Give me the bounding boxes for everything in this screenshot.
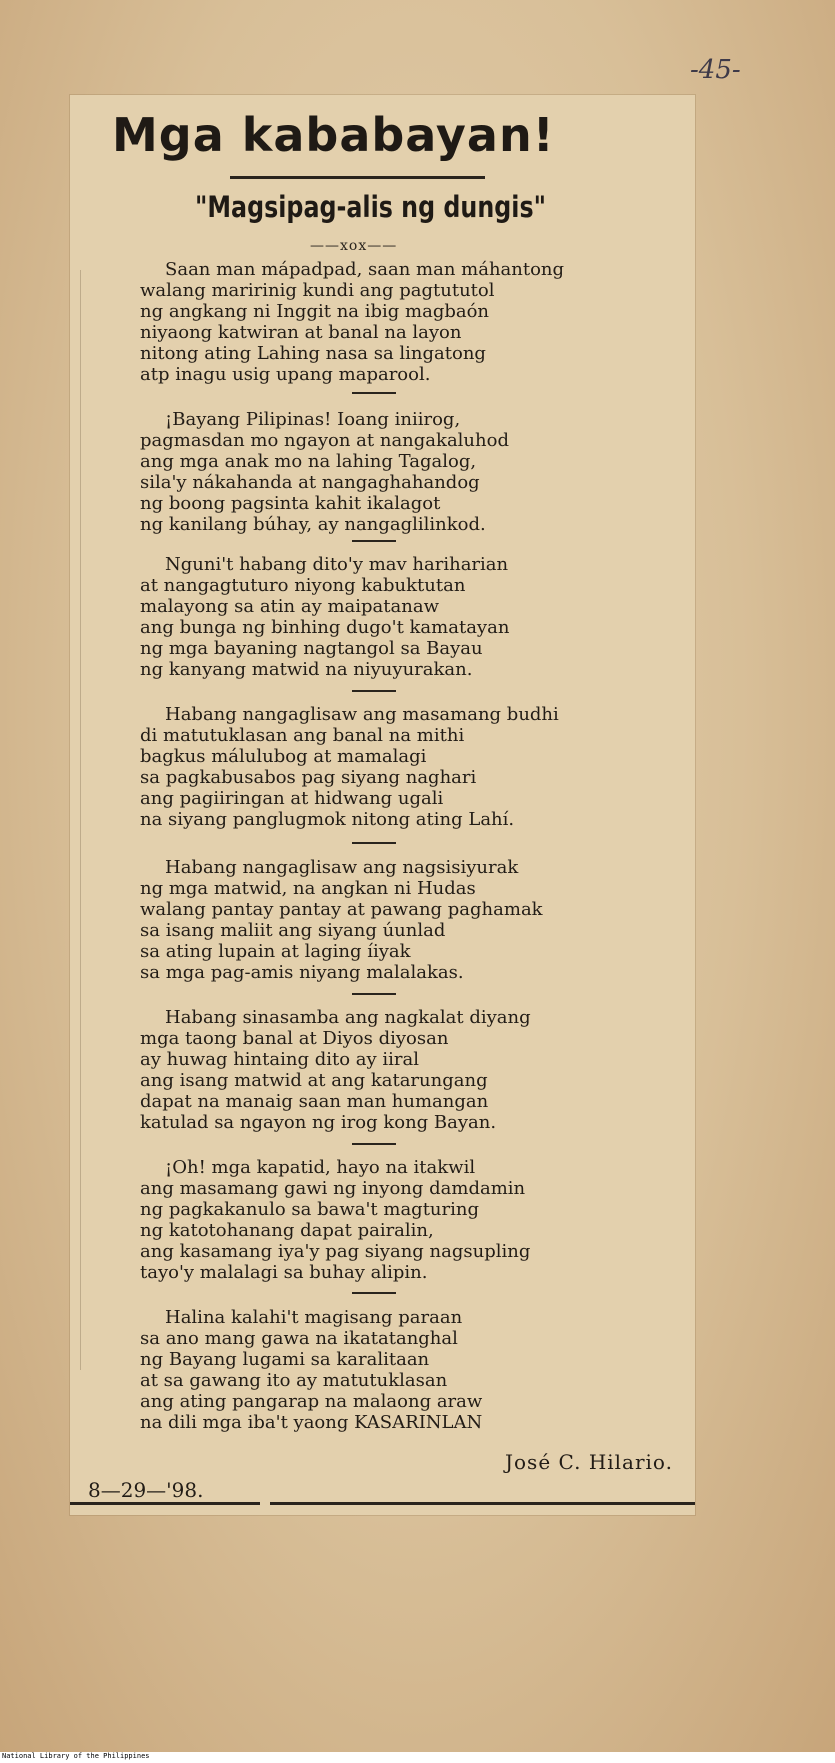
poem-line: ang masamang gawi ng inyong damdamin bbox=[140, 1178, 526, 1199]
poem-line: ay huwag hintaing dito ay iiral bbox=[140, 1049, 419, 1070]
author-signature: José C. Hilario. bbox=[505, 1450, 673, 1474]
poem-line: walang maririnig kundi ang pagtututol bbox=[140, 280, 495, 301]
poem-line: sila'y nákahanda at nangaghahandog bbox=[140, 472, 480, 493]
poem-line: Habang sinasamba ang nagkalat diyang bbox=[165, 1007, 531, 1028]
poem-line: ng boong pagsinta kahit ikalagot bbox=[140, 493, 441, 514]
bottom-rule-right bbox=[270, 1502, 695, 1505]
poem-line: walang pantay pantay at pawang paghamak bbox=[140, 899, 543, 920]
poem-line: ng Bayang lugami sa karalitaan bbox=[140, 1349, 430, 1370]
poem-line: ng pagkakanulo sa bawa't magturing bbox=[140, 1199, 480, 1220]
stanza-divider bbox=[352, 690, 396, 692]
stanza-divider bbox=[352, 540, 396, 542]
poem-line: na dili mga iba't yaong KASARINLAN bbox=[140, 1412, 483, 1433]
poem-title: "Magsipag-alis ng dungis" bbox=[195, 190, 547, 224]
poem-line: nitong ating Lahing nasa sa lingatong bbox=[140, 343, 486, 364]
poem-line: atp inagu usig upang maparool. bbox=[140, 364, 431, 385]
poem-line: tayo'y malalagi sa buhay alipin. bbox=[140, 1262, 428, 1283]
page-number: -45- bbox=[690, 55, 741, 85]
ornament-separator: ——xox—— bbox=[310, 238, 398, 254]
poem-line: ang mga anak mo na lahing Tagalog, bbox=[140, 451, 477, 472]
stanza-divider bbox=[352, 1292, 396, 1294]
poem-line: Nguni't habang dito'y mav hariharian bbox=[165, 554, 509, 575]
stanza-divider bbox=[352, 1143, 396, 1145]
headline-rule bbox=[230, 176, 485, 179]
stanza-divider bbox=[352, 842, 396, 844]
stanza-divider bbox=[352, 392, 396, 394]
poem-line: at nangagtuturo niyong kabuktutan bbox=[140, 575, 466, 596]
stanza-divider bbox=[352, 993, 396, 995]
poem-line: Habang nangaglisaw ang masamang budhi bbox=[165, 704, 559, 725]
publication-date: 8—29—'98. bbox=[88, 1478, 204, 1502]
footer-credit: National Library of the Philippines bbox=[2, 1752, 150, 1760]
poem-line: Halina kalahi't magisang paraan bbox=[165, 1307, 463, 1328]
headline: Mga kababayan! bbox=[112, 108, 555, 162]
poem-line: di matutuklasan ang banal na mithi bbox=[140, 725, 465, 746]
poem-line: dapat na manaig saan man humangan bbox=[140, 1091, 489, 1112]
poem-line: sa isang maliit ang siyang úunlad bbox=[140, 920, 446, 941]
poem-line: ang bunga ng binhing dugo't kamatayan bbox=[140, 617, 510, 638]
poem-line: mga taong banal at Diyos diyosan bbox=[140, 1028, 449, 1049]
margin-line bbox=[80, 270, 81, 1370]
poem-line: ng kanilang búhay, ay nangaglilinkod. bbox=[140, 514, 486, 535]
poem-line: ng katotohanang dapat pairalin, bbox=[140, 1220, 434, 1241]
poem-line: niyaong katwiran at banal na layon bbox=[140, 322, 462, 343]
poem-line: sa mga pag-amis niyang malalakas. bbox=[140, 962, 464, 983]
poem-line: pagmasdan mo ngayon at nangakaluhod bbox=[140, 430, 509, 451]
poem-line: ng kanyang matwid na niyuyurakan. bbox=[140, 659, 473, 680]
poem-line: ¡Bayang Pilipinas! Ioang iniirog, bbox=[165, 409, 461, 430]
poem-line: katulad sa ngayon ng irog kong Bayan. bbox=[140, 1112, 497, 1133]
poem-line: bagkus málulubog at mamalagi bbox=[140, 746, 427, 767]
poem-line: Habang nangaglisaw ang nagsisiyurak bbox=[165, 857, 519, 878]
poem-line: ang pagiiringan at hidwang ugali bbox=[140, 788, 444, 809]
poem-line: ang ating pangarap na malaong araw bbox=[140, 1391, 483, 1412]
poem-line: ang kasamang iya'y pag siyang nagsupling bbox=[140, 1241, 531, 1262]
poem-line: sa ano mang gawa na ikatatanghal bbox=[140, 1328, 458, 1349]
poem-line: ng mga bayaning nagtangol sa Bayau bbox=[140, 638, 483, 659]
poem-line: malayong sa atin ay maipatanaw bbox=[140, 596, 439, 617]
bottom-rule-left bbox=[70, 1502, 260, 1505]
poem-line: ¡Oh! mga kapatid, hayo na itakwil bbox=[165, 1157, 476, 1178]
poem-line: na siyang panglugmok nitong ating Lahí. bbox=[140, 809, 515, 830]
poem-line: sa pagkabusabos pag siyang naghari bbox=[140, 767, 477, 788]
poem-line: Saan man mápadpad, saan man máhantong bbox=[165, 259, 565, 280]
poem-line: sa ating lupain at laging íiyak bbox=[140, 941, 411, 962]
poem-line: at sa gawang ito ay matutuklasan bbox=[140, 1370, 448, 1391]
poem-line: ang isang matwid at ang katarungang bbox=[140, 1070, 488, 1091]
poem-line: ng mga matwid, na angkan ni Hudas bbox=[140, 878, 476, 899]
poem-line: ng angkang ni Inggit na ibig magbaón bbox=[140, 301, 490, 322]
